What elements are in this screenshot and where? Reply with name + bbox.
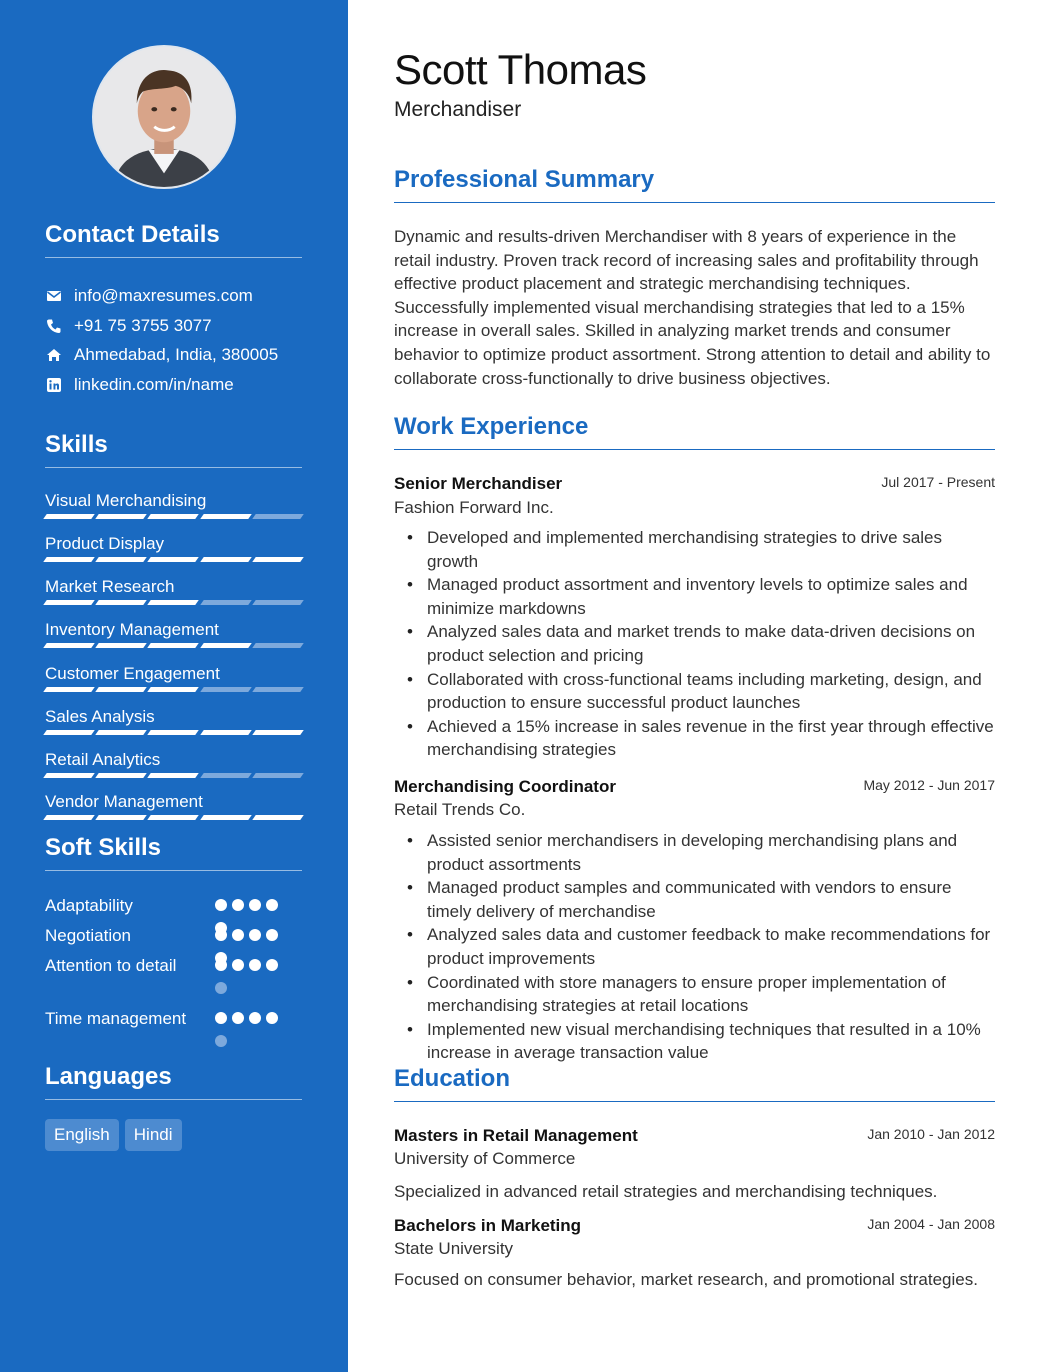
contact-linkedin[interactable] <box>45 373 234 397</box>
soft-skill-dot <box>215 929 227 941</box>
job-company: Retail Trends Co. <box>394 800 526 819</box>
soft-skill-name: Negotiation <box>45 926 132 945</box>
job-bullet: • Collaborated with cross-functional teams including marketing, design, and production to ensure successful product launches <box>394 668 995 715</box>
languages-heading: Languages <box>45 1063 302 1100</box>
languages-list <box>45 1119 182 1151</box>
skill-level-segment <box>43 514 95 519</box>
skill-level-segment <box>43 557 95 562</box>
skill-item <box>45 576 302 605</box>
edu-description: Specialized in advanced retail strategies and merchandising techniques. <box>394 1182 938 1201</box>
soft-skill-dot <box>215 899 227 911</box>
soft-skill-dot <box>249 929 261 941</box>
skill-item <box>45 490 302 519</box>
edu-dates: Jan 2004 - Jan 2008 <box>867 1216 995 1232</box>
soft-skill-dots <box>215 954 295 1004</box>
skill-level-bar <box>45 514 302 519</box>
skill-item <box>45 663 302 692</box>
skill-level-segment <box>95 730 147 735</box>
skill-name: Customer Engagement <box>45 664 220 683</box>
skill-level-segment <box>252 600 304 605</box>
skill-level-segment <box>200 815 252 820</box>
soft-skill-dots <box>215 1007 295 1057</box>
skill-level-segment <box>200 687 252 692</box>
phone-icon <box>45 317 63 335</box>
skills-heading: Skills <box>45 431 302 468</box>
skill-level-segment <box>43 815 95 820</box>
skill-item <box>45 706 302 735</box>
skill-level-segment <box>43 600 95 605</box>
skill-level-segment <box>95 557 147 562</box>
skill-name: Inventory Management <box>45 620 219 639</box>
job-bullet: • Assisted senior merchandisers in developing merchandising plans and product assortments <box>394 829 995 876</box>
skill-name: Market Research <box>45 577 175 596</box>
linkedin-icon <box>45 376 63 394</box>
soft-skill-dot <box>215 959 227 971</box>
skill-level-segment <box>252 557 304 562</box>
edu-school: State University <box>394 1239 514 1258</box>
job-bullets <box>394 829 995 1065</box>
contact-address-text: Ahmedabad, India, 380005 <box>74 345 279 364</box>
skill-level-bar <box>45 687 302 692</box>
skill-level-segment <box>200 600 252 605</box>
skill-level-segment <box>95 687 147 692</box>
contact-email[interactable] <box>45 284 253 308</box>
job-bullet: • Analyzed sales data and market trends to make data-driven decisions on product selection and pricing <box>394 620 995 667</box>
job-bullet: • Managed product assortment and inventory levels to optimize sales and minimize markdowns <box>394 573 995 620</box>
skill-item <box>45 749 302 778</box>
skill-level-segment <box>200 557 252 562</box>
soft-skill-dot <box>232 899 244 911</box>
skill-level-segment <box>252 687 304 692</box>
skill-level-segment <box>95 815 147 820</box>
skill-level-segment <box>43 643 95 648</box>
soft-skill-dot <box>215 1035 227 1047</box>
skill-level-bar <box>45 600 302 605</box>
soft-skill-dot <box>249 1012 261 1024</box>
job-dates: May 2012 - Jun 2017 <box>863 777 995 793</box>
contact-phone-text: +91 75 3755 3077 <box>74 316 212 335</box>
edu-description: Focused on consumer behavior, market research, and promotional strategies. <box>394 1270 978 1289</box>
job-role: Merchandising Coordinator <box>394 777 616 796</box>
edu-dates: Jan 2010 - Jan 2012 <box>867 1126 995 1142</box>
sidebar <box>0 0 348 1372</box>
skill-level-segment <box>148 687 200 692</box>
skill-level-segment <box>200 773 252 778</box>
skill-level-segment <box>95 514 147 519</box>
skill-item <box>45 619 302 648</box>
skill-level-segment <box>43 730 95 735</box>
soft-skill-dot <box>215 982 227 994</box>
language-tag: English <box>45 1119 119 1151</box>
education-heading: Education <box>394 1065 995 1102</box>
home-icon <box>45 346 63 364</box>
skill-level-segment <box>148 643 200 648</box>
soft-skill-dot <box>266 899 278 911</box>
skill-level-segment <box>148 815 200 820</box>
skill-level-segment <box>95 643 147 648</box>
skill-level-segment <box>148 773 200 778</box>
skill-level-segment <box>200 730 252 735</box>
job-bullet: • Implemented new visual merchandising techniques that resulted in a 10% increase in average transaction value <box>394 1018 995 1065</box>
skill-name: Visual Merchandising <box>45 491 207 510</box>
experience-heading: Work Experience <box>394 413 995 450</box>
skill-level-segment <box>95 773 147 778</box>
skill-level-segment <box>95 600 147 605</box>
candidate-name: Scott Thomas <box>394 46 647 93</box>
soft-skill-dot <box>249 959 261 971</box>
summary-text: Dynamic and results-driven Merchandiser with 8 years of experience in the retail industry. Proven track record of increasing sales and profitability through effective product placement and strategic merchandising techniques. Successfully implemented visual merchandising strategies that led to a 15% increase in overall sales. Skilled in analyzing market trends and consumer behavior to optimize product assortment. Strong attention to detail and ability to collaborate cross-functionally to drive business objectives. <box>394 227 991 388</box>
soft-skill-dot <box>266 959 278 971</box>
job-bullet: • Analyzed sales data and customer feedback to make recommendations for product improvements <box>394 923 995 970</box>
edu-school: University of Commerce <box>394 1149 576 1168</box>
profile-photo <box>92 45 236 189</box>
skill-level-segment <box>43 687 95 692</box>
job-company: Fashion Forward Inc. <box>394 498 554 517</box>
skill-item <box>45 791 302 820</box>
skill-level-bar <box>45 643 302 648</box>
skill-level-segment <box>148 600 200 605</box>
skill-level-segment <box>252 643 304 648</box>
contact-heading: Contact Details <box>45 221 302 258</box>
job-bullets <box>394 526 995 762</box>
contact-email-text: info@maxresumes.com <box>74 286 253 305</box>
summary-heading: Professional Summary <box>394 166 995 203</box>
soft-skill-dot <box>215 1012 227 1024</box>
edu-degree: Bachelors in Marketing <box>394 1216 582 1235</box>
skill-level-bar <box>45 730 302 735</box>
skill-level-segment <box>252 730 304 735</box>
soft-skill-name: Attention to detail <box>45 956 177 975</box>
soft-skill-dot <box>232 929 244 941</box>
skill-item <box>45 533 302 562</box>
skill-name: Retail Analytics <box>45 750 161 769</box>
skill-level-segment <box>148 514 200 519</box>
soft-skill-dot <box>232 959 244 971</box>
skill-level-segment <box>252 773 304 778</box>
avatar <box>94 47 234 187</box>
soft-skill-dot <box>232 1012 244 1024</box>
job-role: Senior Merchandiser <box>394 474 563 493</box>
skill-level-segment <box>200 643 252 648</box>
edu-degree: Masters in Retail Management <box>394 1126 638 1145</box>
soft-skill-dot <box>266 1012 278 1024</box>
job-bullet: • Coordinated with store managers to ensure proper implementation of merchandising strategies at retail locations <box>394 971 995 1018</box>
soft-skill-name: Time management <box>45 1009 187 1028</box>
email-icon <box>45 287 63 305</box>
skill-level-segment <box>148 730 200 735</box>
language-tag: Hindi <box>125 1119 182 1151</box>
skill-name: Vendor Management <box>45 792 203 811</box>
job-bullet: • Achieved a 15% increase in sales revenue in the first year through effective merchandising strategies <box>394 715 995 762</box>
soft-skills-heading: Soft Skills <box>45 834 302 871</box>
contact-address <box>45 343 278 367</box>
skill-level-bar <box>45 815 302 820</box>
skill-level-segment <box>252 815 304 820</box>
skill-name: Product Display <box>45 534 165 553</box>
contact-phone[interactable] <box>45 314 212 338</box>
skill-level-segment <box>252 514 304 519</box>
soft-skill-name: Adaptability <box>45 896 133 915</box>
soft-skill-dot <box>249 899 261 911</box>
job-bullet: • Managed product samples and communicated with vendors to ensure timely delivery of merchandise <box>394 876 995 923</box>
skill-level-segment <box>148 557 200 562</box>
skill-level-bar <box>45 773 302 778</box>
skill-level-bar <box>45 557 302 562</box>
soft-skill-dot <box>266 929 278 941</box>
job-bullet: • Developed and implemented merchandising strategies to drive sales growth <box>394 526 995 573</box>
candidate-title: Merchandiser <box>394 98 522 121</box>
skill-level-segment <box>43 773 95 778</box>
job-dates: Jul 2017 - Present <box>881 474 995 490</box>
contact-linkedin-text: linkedin.com/in/name <box>74 375 234 394</box>
skill-level-segment <box>200 514 252 519</box>
skill-name: Sales Analysis <box>45 707 155 726</box>
